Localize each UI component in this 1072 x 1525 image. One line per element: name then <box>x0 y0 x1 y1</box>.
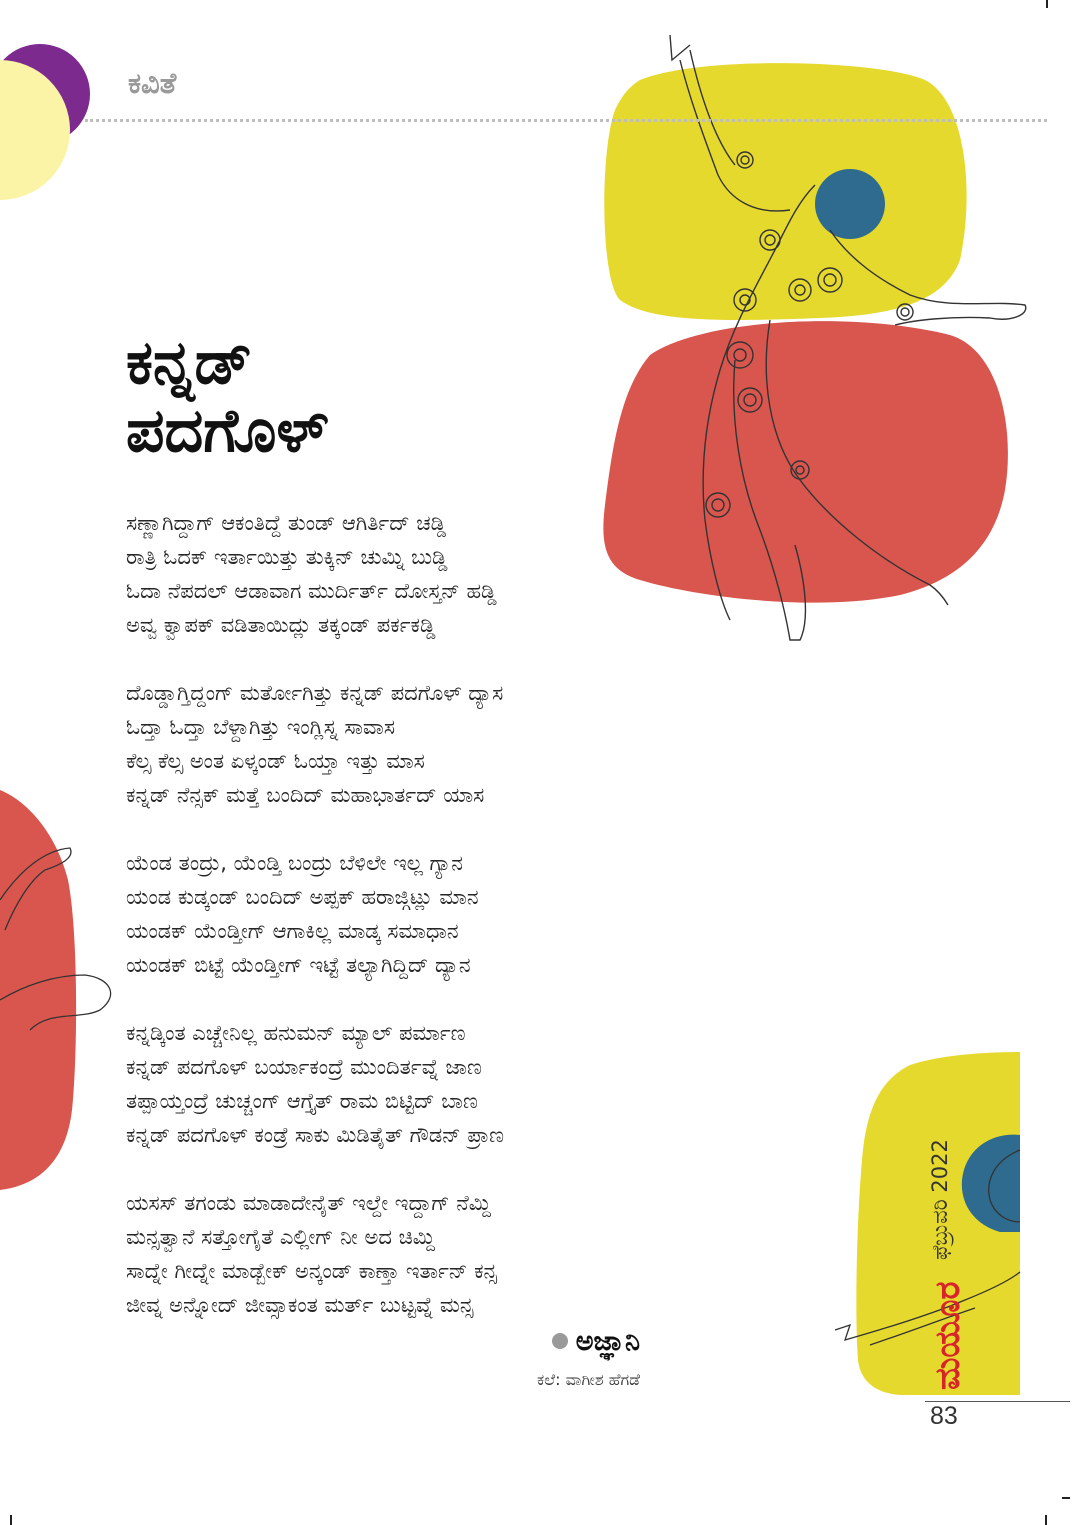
poem-line: ಯೆಂಡ ತಂದ್ರು, ಯೆಂಡ್ತಿ ಬಂದ್ರು ಬೆಳಿಲೇ ಇಲ್ಲ ಗ್ಯಾನ <box>126 851 463 875</box>
poem-line: ಕನ್ನಡ್ಕಿಂತ ಎಚ್ಚೇನಿಲ್ಲ ಹನುಮನ್ ಮ್ಯಾಲ್ ಪರ್ಮಾಣ <box>126 1021 466 1045</box>
crop-mark <box>1046 0 1048 8</box>
poem-line: ಕೆಲ್ಸ ಕೆಲ್ಸ ಅಂತ ಏಳ್ಕಂಡ್ ಓಯ್ತಾ ಇತ್ತು ಮಾಸ <box>126 749 425 773</box>
issue-date: ಫೆಬ್ರುವರಿ 2022 <box>928 1139 952 1260</box>
section-label: ಕವಿತೆ <box>128 66 177 100</box>
stanza-5 <box>126 1186 626 1322</box>
poem-line: ಓದ್ತಾ ಓದ್ತಾ ಬೆಳ್ದಾಗಿತ್ತು ಇಂಗ್ಲಿಸ್ನ ಸಾವಾಸ <box>126 715 395 739</box>
stanza-2 <box>126 676 626 812</box>
poem-line: ಓದಾ ನೆಪದಲ್ ಆಡಾವಾಗ ಮುರ್ದಿರ್ತ್ ದೋಸ್ತನ್ ಹಡ್ಡಿ <box>126 579 497 603</box>
stanza-1 <box>126 506 626 642</box>
poem-title <box>126 330 328 466</box>
poem-line: ಕನ್ನಡ್ ನೆನ್ಸಕ್ ಮತ್ತೆ ಬಂದಿದ್ ಮಹಾಭಾರ್ತದ್ ಯಾಸ <box>126 783 485 807</box>
red-blob-left <box>0 790 76 1190</box>
author-byline <box>480 1326 640 1358</box>
poem-line: ಕನ್ನಡ್ ಪದಗೊಳ್ ಬರ್ಯಾಕಂದ್ರೆ ಮುಂದಿರ್ತವ್ನೆ ಜಾಣ <box>126 1055 482 1079</box>
poem-line: ಯಂಡ ಕುಡ್ಕಂಡ್ ಬಂದಿದ್ ಅಪ್ಪಕ್ ಹರಾಜ್ಗಿಟ್ಲು ಮಾನ <box>126 885 479 909</box>
poem-line: ರಾತ್ರಿ ಓದಕ್ ಇರ್ತಾಯಿತ್ತು ತುಕ್ಕಿನ್ ಚುಮ್ನಿ ಬುಡ್ಡಿ <box>126 545 448 569</box>
author-name: ಅಜ್ಞಾನಿ <box>575 1326 640 1357</box>
poem-line: ಯಂಡಕ್ ಬಿಟ್ಟೆ ಯೆಂಡ್ತೀಗ್ ಇಟ್ಟೆ ತಲ್ಯಾಗಿದ್ದಿದ್ ದ್ಯಾನ <box>126 953 471 977</box>
magazine-brand: ಮಯೂರ <box>928 1281 968 1390</box>
stanza-4 <box>126 1016 626 1152</box>
stanza-3 <box>126 846 626 982</box>
poem-line: ಸಣ್ಣಾಗಿದ್ದಾಗ್ ಆಕಂತಿದ್ದೆ ತುಂಡ್ ಆಗಿರ್ತಿದ್ ಚಡ್ಡಿ <box>126 511 447 535</box>
poem-line: ಸಾದ್ನೇ ಗೀದ್ನೇ ಮಾಡ್ಬೇಕ್ ಅನ್ಕಂಡ್ ಕಾಣ್ತಾ ಇರ್ತಾನ್ ಕನ್ಸ <box>126 1259 498 1283</box>
poem-line: ಕನ್ನಡ್ ಪದಗೊಳ್ ಕಂಡ್ರೆ ಸಾಕು ಮಿಡಿತೈತ್ ಗೌಡನ್ ಪ್ರಾಣ <box>126 1123 505 1147</box>
poem-title-line-1: ಕನ್ನಡ್ <box>126 328 253 398</box>
crop-mark <box>1045 1515 1047 1525</box>
page-number: 83 <box>930 1402 958 1430</box>
poem-line: ಅವ್ವ ಕ್ವಾಪಕ್ ವಡಿತಾಯಿದ್ಲು ತಕ್ಕಂಡ್ ಪರ್ಕಕಡ್ಡಿ <box>126 613 436 637</box>
crop-mark <box>10 1515 12 1525</box>
dotted-divider <box>85 119 1047 122</box>
poem-line: ತಪ್ಪಾಯ್ತಂದ್ರೆ ಚುಚ್ಚಂಗ್ ಆಗ್ತೈತ್ ರಾಮ ಬಿಟ್ಟಿದ್ ಬಾಣ <box>126 1089 478 1113</box>
poem-line: ಯಸಸ್ ತಗಂಡು ಮಾಡಾದೇನೈತ್ ಇಲ್ದೇ ಇದ್ದಾಗ್ ನೆಮ್ದಿ <box>126 1191 491 1215</box>
art-credit: ಕಲೆ: ವಾಗೀಶ ಹೆಗಡೆ <box>536 1370 640 1389</box>
figure-head-blue <box>815 169 885 239</box>
red-blob-right <box>603 321 1008 603</box>
poem-title-line-2: ಪದಗೊಳ್ <box>126 395 329 466</box>
yellow-blob-top <box>604 63 966 320</box>
poem-line: ಮನ್ಸತ್ವಾನೆ ಸತ್ತೋಗೈತೆ ಎಲ್ಲೀಗ್ ನೀ ಅದ ಚಿಮ್ದಿ <box>126 1225 435 1249</box>
poem-line: ಯಂಡಕ್ ಯೆಂಡ್ತೀಗ್ ಆಗಾಕಿಲ್ಲ ಮಾಡ್ಕ ಸಮಾಧಾನ <box>126 919 459 943</box>
poem-line: ದೊಡ್ಡಾಗ್ತಿದ್ದಂಗ್ ಮರ್ತೋಗಿತ್ತು ಕನ್ನಡ್ ಪದಗೊಳ್ ದ್ಯಾಸ <box>126 681 504 705</box>
bullet-dot-icon <box>552 1333 568 1349</box>
crop-mark <box>1062 1497 1070 1499</box>
poem-line: ಜೀವ್ನ ಅನ್ನೋದ್ ಜೀವ್ಸಾಕಂತ ಮರ್ತ್ ಬುಟ್ಟವ್ನೆ ಮನ್ಸ <box>126 1293 474 1317</box>
